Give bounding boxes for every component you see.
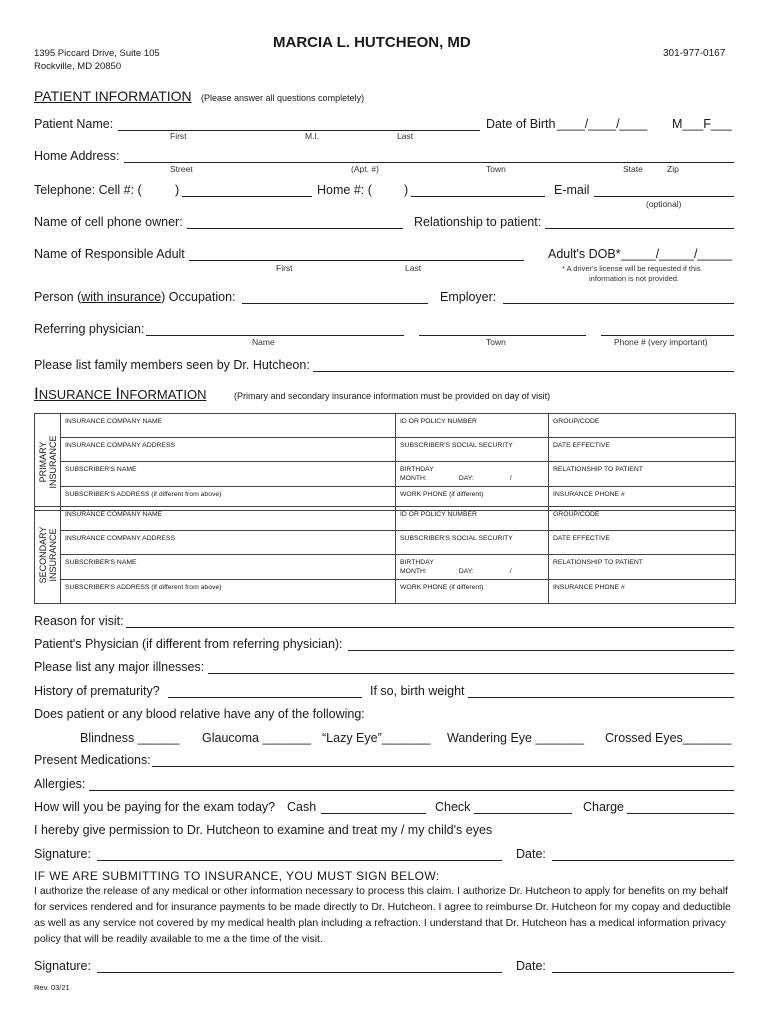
prematurity-field[interactable] — [168, 697, 362, 698]
home-address-label: Home Address: — [34, 149, 120, 163]
referring-phone-field[interactable] — [601, 335, 734, 336]
reason-label: Reason for visit: — [34, 614, 124, 628]
secondary-work-phone[interactable]: WORK PHONE (if different) — [396, 580, 549, 604]
address-line2: Rockville, MD 20850 — [34, 61, 122, 72]
email-field[interactable] — [594, 196, 734, 197]
secondary-relationship[interactable]: RELATIONSHIP TO PATIENT — [549, 555, 736, 580]
signature-label-2: Signature: — [34, 959, 91, 973]
referring-town-field[interactable] — [419, 335, 586, 336]
referring-label: Referring physician: — [34, 322, 145, 336]
blood-relative-label: Does patient or any blood relative have any of the following: — [34, 707, 365, 721]
check-field[interactable] — [474, 813, 572, 814]
signature-field[interactable] — [97, 860, 502, 861]
occupation-label: Person (with insurance) Occupation: — [34, 290, 236, 304]
birth-weight-label: If so, birth weight — [370, 684, 465, 698]
sex-field[interactable]: M___F___ — [672, 117, 732, 131]
secondary-birthday[interactable]: BIRTHDAY MONTH: DAY: / — [396, 555, 549, 580]
medications-field[interactable] — [152, 766, 734, 767]
street-sublabel: Street — [170, 164, 193, 174]
secondary-company-address[interactable]: INSURANCE COMPANY ADDRESS — [61, 531, 396, 555]
mi-sublabel: M.I. — [305, 131, 320, 141]
family-members-label: Please list family members seen by Dr. Hutcheon: — [34, 358, 310, 372]
revision-label: Rev. 03/21 — [34, 983, 70, 992]
last-sublabel: Last — [397, 131, 414, 141]
primary-group-code[interactable]: GROUP/CODE — [549, 414, 736, 438]
last-sublabel-2: Last — [405, 263, 422, 273]
dob-label: Date of Birth — [486, 117, 556, 131]
primary-relationship[interactable]: RELATIONSHIP TO PATIENT — [549, 462, 736, 487]
patient-info-heading: PATIENT INFORMATION — [34, 88, 192, 104]
primary-subscriber-name[interactable]: SUBSCRIBER'S NAME — [61, 462, 396, 487]
lazy-eye-field[interactable]: “Lazy Eye”_______ — [322, 731, 431, 745]
secondary-group-code[interactable]: GROUP/CODE — [549, 507, 736, 531]
relationship-label: Relationship to patient: — [414, 215, 542, 229]
primary-company-name[interactable]: INSURANCE COMPANY NAME — [61, 414, 396, 438]
license-note-1: * A driver's license will be requested if this — [562, 264, 701, 273]
optional-sublabel: (optional) — [646, 199, 682, 209]
cell-phone-field[interactable] — [182, 196, 312, 197]
home-phone-field[interactable] — [411, 196, 545, 197]
glaucoma-field[interactable]: Glaucoma _______ — [202, 731, 312, 745]
secondary-subscriber-ssn[interactable]: SUBSCRIBER'S SOCIAL SECURITY — [396, 531, 549, 555]
zip-sublabel: Zip — [667, 164, 679, 174]
signature-label: Signature: — [34, 847, 91, 861]
charge-label: Charge — [583, 800, 624, 814]
date-field-2[interactable] — [552, 972, 734, 973]
primary-subscriber-address[interactable]: SUBSCRIBER'S ADDRESS (if different from above) — [61, 487, 396, 511]
prematurity-label: History of prematurity? — [34, 684, 160, 698]
town-sublabel: Town — [486, 164, 506, 174]
primary-birthday[interactable]: BIRTHDAY MONTH: DAY: / — [396, 462, 549, 487]
reason-field[interactable] — [126, 627, 734, 628]
cash-label: Cash — [287, 800, 317, 814]
secondary-policy-number[interactable]: ID OR POLICY NUMBER — [396, 507, 549, 531]
blindness-field[interactable]: Blindness ______ — [80, 731, 180, 745]
secondary-subscriber-address[interactable]: SUBSCRIBER'S ADDRESS (if different from above) — [61, 580, 396, 604]
telephone-label: Telephone: Cell #: ( — [34, 183, 142, 197]
responsible-adult-label: Name of Responsible Adult — [34, 247, 185, 261]
primary-insurance-phone[interactable]: INSURANCE PHONE # — [549, 487, 736, 511]
cell-owner-field[interactable] — [187, 228, 403, 229]
employer-field[interactable] — [503, 303, 734, 304]
illnesses-field[interactable] — [208, 673, 734, 674]
first-sublabel-2: First — [276, 263, 293, 273]
secondary-date-effective[interactable]: DATE EFFECTIVE — [549, 531, 736, 555]
adult-dob-field[interactable]: _____/_____/_____ — [621, 247, 733, 261]
name-sublabel: Name — [252, 337, 275, 347]
cell-paren: ) — [175, 183, 180, 197]
patients-physician-field[interactable] — [348, 650, 734, 651]
patient-name-label: Patient Name: — [34, 117, 114, 131]
primary-insurance-table — [34, 413, 736, 511]
referring-name-field[interactable] — [146, 335, 404, 336]
date-field[interactable] — [552, 860, 734, 861]
patients-physician-label: Patient's Physician (if different from referring physician): — [34, 637, 343, 651]
cell-owner-label: Name of cell phone owner: — [34, 215, 183, 229]
license-note-2: information is not provided. — [589, 274, 680, 283]
date-label: Date: — [516, 847, 546, 861]
secondary-insurance-table — [34, 506, 736, 604]
employer-label: Employer: — [440, 290, 497, 304]
illnesses-label: Please list any major illnesses: — [34, 660, 205, 674]
allergies-field[interactable] — [89, 790, 734, 791]
apt-sublabel: (Apt. #) — [351, 164, 379, 174]
doctor-name: MARCIA L. HUTCHEON, MD — [273, 34, 471, 51]
wandering-eye-field[interactable]: Wandering Eye _______ — [447, 731, 585, 745]
primary-subscriber-ssn[interactable]: SUBSCRIBER'S SOCIAL SECURITY — [396, 438, 549, 462]
paying-label: How will you be paying for the exam today? — [34, 800, 276, 814]
relationship-field[interactable] — [545, 228, 734, 229]
check-label: Check — [435, 800, 471, 814]
first-sublabel: First — [170, 131, 187, 141]
permission-text: I hereby give permission to Dr. Hutcheon to examine and treat my / my child's eyes — [34, 823, 493, 837]
phone-important-sublabel: Phone # (very important) — [614, 337, 708, 347]
dob-field[interactable]: ____/____/____ — [557, 117, 648, 131]
home-paren: ) — [404, 183, 409, 197]
town-sublabel-2: Town — [486, 337, 506, 347]
crossed-eyes-field[interactable]: Crossed Eyes_______ — [605, 731, 732, 745]
allergies-label: Allergies: — [34, 777, 86, 791]
home-phone-label: Home #: ( — [317, 183, 372, 197]
secondary-company-name[interactable]: INSURANCE COMPANY NAME — [61, 507, 396, 531]
home-address-field[interactable] — [124, 162, 734, 163]
primary-insurance-label: PRIMARY INSURANCE — [35, 414, 61, 511]
secondary-insurance-label: SECONDARY INSURANCE — [35, 507, 61, 604]
office-phone: 301-977-0167 — [663, 48, 726, 59]
secondary-subscriber-name[interactable]: SUBSCRIBER'S NAME — [61, 555, 396, 580]
primary-work-phone[interactable]: WORK PHONE (if different) — [396, 487, 549, 511]
date-label-2: Date: — [516, 959, 546, 973]
primary-policy-number[interactable]: ID OR POLICY NUMBER — [396, 414, 549, 438]
state-sublabel: State — [623, 164, 643, 174]
cash-field[interactable] — [321, 813, 426, 814]
insurance-note: (Primary and secondary insurance information must be provided on day of visit) — [234, 391, 551, 401]
insurance-heading: INSURANCE INFORMATION — [34, 384, 207, 403]
address-line1: 1395 Piccard Drive, Suite 105 — [34, 48, 160, 59]
patient-info-note: (Please answer all questions completely) — [201, 93, 365, 103]
email-label: E-mail — [554, 183, 590, 197]
insurance-sign-heading: IF WE ARE SUBMITTING TO INSURANCE, YOU MUST SIGN BELOW: — [34, 869, 440, 883]
birth-weight-field[interactable] — [468, 697, 734, 698]
primary-date-effective[interactable]: DATE EFFECTIVE — [549, 438, 736, 462]
signature-field-2[interactable] — [97, 972, 502, 973]
responsible-adult-field[interactable] — [189, 260, 524, 261]
medications-label: Present Medications: — [34, 753, 151, 767]
primary-company-address[interactable]: INSURANCE COMPANY ADDRESS — [61, 438, 396, 462]
authorization-text: I authorize the release of any medical or other information necessary to process this claim. I authorize Dr. Hutcheon to apply for benefits on my behalf for services rendered and for insurance payments to be made directly to Dr. Hutcheon. I agree to reimburse Dr. Hutcheon for my copay and deductible as well as any service not covered by my medical health plan including a refraction. I understand that Dr. Hutcheon has a medical information privacy policy that will be readily available to me a the time of the visit. — [34, 885, 731, 945]
adult-dob-label: Adult's DOB* — [548, 247, 621, 261]
family-members-field[interactable] — [313, 371, 734, 372]
occupation-field[interactable] — [242, 303, 428, 304]
secondary-insurance-phone[interactable]: INSURANCE PHONE # — [549, 580, 736, 604]
charge-field[interactable] — [627, 813, 734, 814]
